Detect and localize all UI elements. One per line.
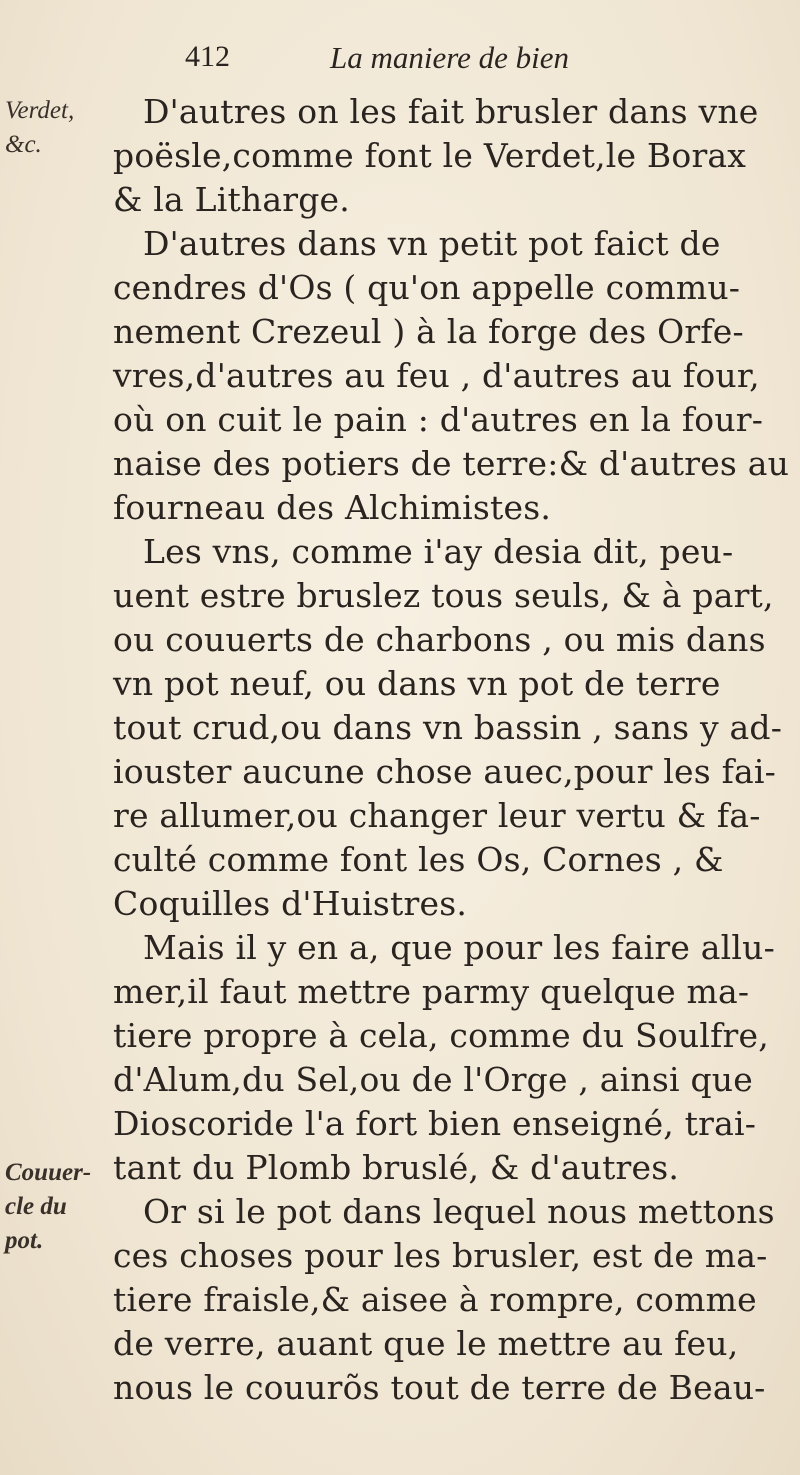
text-line: Or si le pot dans lequel nous mettons [143, 1192, 775, 1231]
page-header [0, 40, 800, 90]
text-line: où on cuit le pain : d'autres en la four- [113, 400, 764, 439]
margin-note-line: &c. [5, 131, 42, 158]
margin-note-line: cle du [5, 1193, 67, 1220]
text-line: mer,il faut mettre parmy quelque ma- [113, 972, 750, 1011]
text-line: nement Crezeul ) à la forge des Orfe- [113, 312, 744, 351]
text-line: D'autres dans vn petit pot faict de [143, 224, 721, 263]
margin-note-line: pot. [5, 1227, 44, 1254]
text-line: re allumer,ou changer leur vertu & fa- [113, 796, 761, 835]
running-title: La maniere de bien [330, 40, 570, 75]
text-line: tiere fraisle,& aisee à rompre, comme [113, 1280, 757, 1319]
text-line: Les vns, comme i'ay desia dit, peu- [143, 532, 734, 571]
text-line: tout crud,ou dans vn bassin , sans y ad- [113, 708, 783, 747]
margin-note-line: Couuer- [5, 1159, 92, 1186]
text-line: vn pot neuf, ou dans vn pot de terre [113, 664, 721, 703]
text-line: Coquilles d'Huistres. [113, 884, 468, 923]
text-line: poësle,comme font le Verdet,le Borax [113, 136, 747, 175]
text-line: ou couuerts de charbons , ou mis dans [113, 620, 766, 659]
text-line: Mais il y en a, que pour les faire allu- [143, 928, 775, 967]
text-line: tiere propre à cela, comme du Soulfre, [113, 1016, 769, 1055]
text-line: D'autres on les fait brusler dans vne [143, 92, 759, 131]
text-line: naise des potiers de terre:& d'autres au [113, 444, 790, 483]
margin-note-couuercle [5, 1156, 91, 1258]
page-number: 412 [185, 40, 230, 73]
text-line: tant du Plomb bruslé, & d'autres. [113, 1148, 680, 1187]
text-line: Dioscoride l'a fort bien enseigné, trai- [113, 1104, 757, 1143]
margin-note-verdet [5, 94, 74, 162]
text-line: d'Alum,du Sel,ou de l'Orge , ainsi que [113, 1060, 753, 1099]
text-line: nous le couurõs tout de terre de Beau- [113, 1368, 766, 1407]
text-line: iouster aucune chose auec,pour les fai- [113, 752, 776, 791]
text-line: ces choses pour les brusler, est de ma- [113, 1236, 768, 1275]
text-line: culté comme font les Os, Cornes , & [113, 840, 724, 879]
text-line: & la Litharge. [113, 180, 350, 219]
text-line: cendres d'Os ( qu'on appelle commu- [113, 268, 741, 307]
text-line: uent estre bruslez tous seuls, & à part, [113, 576, 774, 615]
text-line: de verre, auant que le mettre au feu, [113, 1324, 739, 1363]
text-line: fourneau des Alchimistes. [113, 488, 552, 527]
text-line: vres,d'autres au feu , d'autres au four, [113, 356, 760, 395]
margin-note-line: Verdet, [5, 97, 75, 124]
